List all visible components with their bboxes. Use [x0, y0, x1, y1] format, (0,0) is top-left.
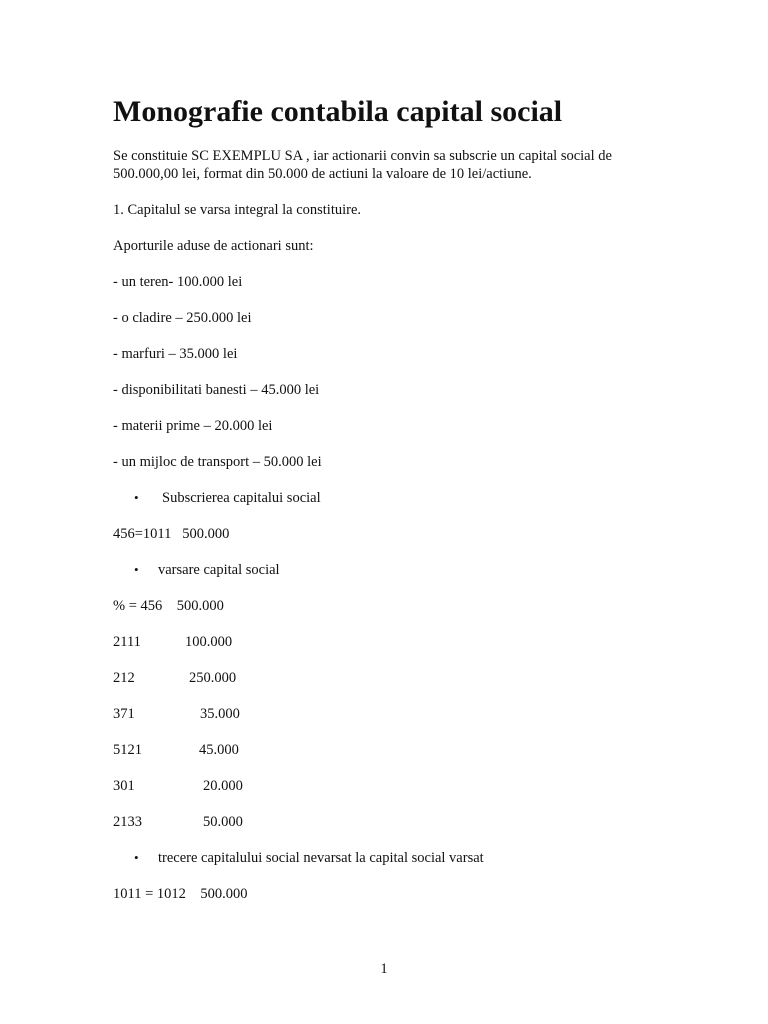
contribution-item: - disponibilitati banesti – 45.000 lei: [113, 382, 320, 398]
bullet-icon: •: [134, 562, 139, 577]
bullet-payment: varsare capital social: [158, 562, 280, 578]
journal-entry-payment: % = 456 500.000: [113, 598, 224, 614]
entry-line-account: 5121: [113, 742, 142, 758]
contribution-item: - un mijloc de transport – 50.000 lei: [113, 454, 322, 470]
entry-line-account: 371: [113, 706, 135, 722]
contributions-heading: Aporturile aduse de actionari sunt:: [113, 238, 314, 254]
bullet-subscription: Subscrierea capitalui social: [162, 490, 321, 506]
entry-line-account: 301: [113, 778, 135, 794]
entry-line-account: 2111: [113, 634, 141, 650]
entry-line-amount: 35.000: [200, 706, 240, 722]
entry-line-amount: 45.000: [199, 742, 239, 758]
entry-line-amount: 20.000: [203, 778, 243, 794]
intro-paragraph: Se constituie SC EXEMPLU SA , iar actionarii convin sa subscrie un capital social de 500.000,00 lei, format din 50.000 de actiuni la valoare de 10 lei/actiune.: [113, 148, 612, 182]
page-number: 1: [380, 961, 388, 977]
step-1-text: 1. Capitalul se varsa integral la constituire.: [113, 202, 362, 218]
contribution-item: - marfuri – 35.000 lei: [113, 346, 238, 362]
journal-entry-subscription: 456=1011 500.000: [113, 526, 230, 542]
entry-line-amount: 100.000: [185, 634, 233, 650]
contribution-item: - materii prime – 20.000 lei: [113, 418, 273, 434]
bullet-icon: •: [134, 490, 139, 505]
entry-line-account: 212: [113, 670, 135, 686]
document-title: Monografie contabila capital social: [113, 95, 563, 128]
bullet-icon: •: [134, 850, 139, 865]
bullet-transfer: trecere capitalului social nevarsat la capital social varsat: [158, 850, 484, 866]
entry-line-amount: 50.000: [203, 814, 243, 830]
journal-entry-transfer: 1011 = 1012 500.000: [113, 886, 248, 902]
entry-line-account: 2133: [113, 814, 142, 830]
contribution-item: - o cladire – 250.000 lei: [113, 310, 252, 326]
entry-line-amount: 250.000: [189, 670, 237, 686]
contribution-item: - un teren- 100.000 lei: [113, 274, 243, 290]
